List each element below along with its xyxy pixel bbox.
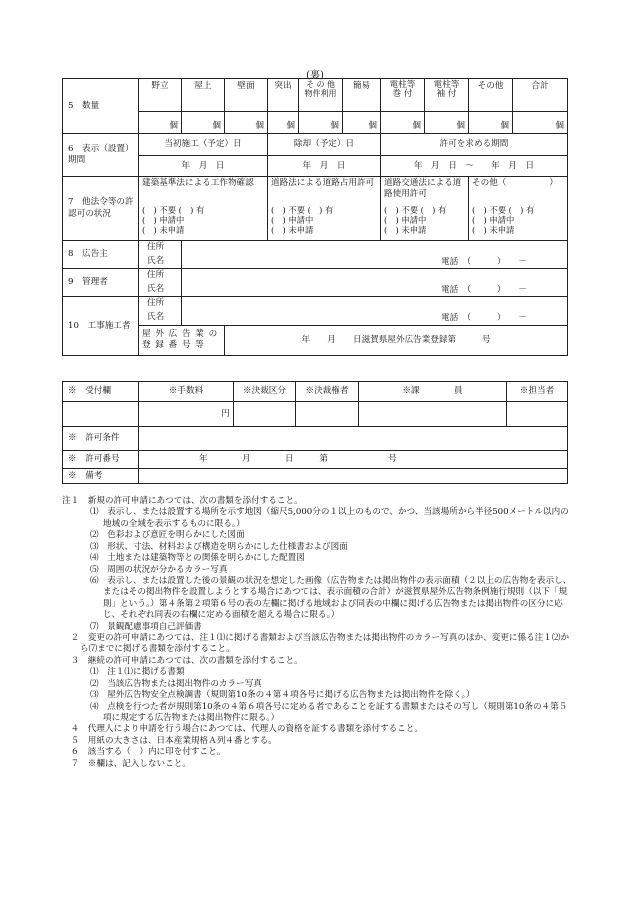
note-line: ７ ※欄は、記入しないこと。 <box>62 758 191 769</box>
permit-col-title: 道路法による道路占用許可 <box>268 177 381 203</box>
contractor-address-field[interactable] <box>182 297 568 310</box>
staff-cell[interactable] <box>507 402 568 427</box>
section-staff-cell[interactable] <box>359 402 507 427</box>
application-table <box>62 78 568 356</box>
permit-col-title: 建築基準法による工作物確認 <box>139 177 268 203</box>
qty-header: その他 <box>469 79 513 112</box>
note-line: ⑶ 屋外広告物安全点検調書（規則第10条の４第４項各号に掲げる広告物または掲出物件を除く。） <box>90 690 475 701</box>
qty-cell[interactable]: 個 <box>139 112 182 134</box>
address-label: 住所 <box>139 269 182 282</box>
note-line: 注１ 新規の許可申請にあつては、次の書類を添付すること。 <box>62 496 303 506</box>
note-line: ５ 用紙の大きさは、日本産業規格Ａ列４番とする。 <box>62 735 277 746</box>
option-pending[interactable]: ( ) 申請中 <box>472 215 515 226</box>
permit-status-options[interactable] <box>469 203 568 241</box>
advertiser-label: 8 広告主 <box>63 241 139 269</box>
conditions-field[interactable] <box>139 427 568 451</box>
address-label: 住所 <box>139 297 182 310</box>
staff-header: ※担当者 <box>507 382 568 402</box>
note-line: ⑶ 形状、寸法、材料および構造を明らかにした仕様書および図面 <box>90 541 348 552</box>
qty-header: 屋上 <box>182 79 225 112</box>
advertiser-address-field[interactable] <box>182 241 568 254</box>
advertiser-phone-field[interactable]: 電話 （ ） － <box>182 254 568 269</box>
start-date-field[interactable]: 年 月 日 <box>139 156 268 177</box>
note-line: ３ 継続の許可申請にあつては、次の書類を添付すること。 <box>62 655 303 666</box>
authority-header: ※決裁権者 <box>296 382 359 402</box>
option-required[interactable]: ( ) 不要 ( ) 有 <box>142 205 205 216</box>
reception-label: ※ 受付欄 <box>63 382 139 402</box>
name-label: 氏名 <box>139 282 182 297</box>
permit-status-options[interactable] <box>268 203 381 241</box>
qty-cell[interactable]: 個 <box>381 112 425 134</box>
qty-cell[interactable]: 個 <box>268 112 299 134</box>
qty-cell[interactable]: 個 <box>225 112 268 134</box>
option-required[interactable]: ( ) 不要 ( ) 有 <box>271 205 334 216</box>
qty-header: 簡易 <box>343 79 381 112</box>
start-date-label: 当初施工（予定）日 <box>139 134 268 156</box>
qty-cell[interactable]: 個 <box>425 112 469 134</box>
option-pending[interactable]: ( ) 申請中 <box>384 215 427 226</box>
manager-phone-field[interactable]: 電話 （ ） － <box>182 282 568 297</box>
contractor-label: 10 工事施工者 <box>63 297 139 355</box>
end-date-field[interactable]: 年 月 日 <box>268 156 381 177</box>
permit-number-field[interactable]: 年 月 日 第 号 <box>139 451 568 469</box>
decision-type-cell[interactable] <box>234 402 296 427</box>
qty-header: 突出 <box>268 79 299 112</box>
page-title: (裏) <box>306 70 324 81</box>
note-line: ⑸ 周囲の状況が分かるカラー写真 <box>90 564 228 575</box>
notes <box>62 496 572 770</box>
requested-period-field[interactable]: 年 月 日 ～ 年 月 日 <box>381 156 568 177</box>
remarks-field[interactable] <box>139 469 568 484</box>
qty-header: そ の 他 物件利用 <box>299 79 343 112</box>
registration-label: 屋 外 広 告 業 の 登 録 番 号 等 <box>139 325 225 355</box>
period-label: 6 表示（設置）期間 <box>63 134 139 177</box>
permit-number-label: ※ 許可番号 <box>63 451 139 469</box>
option-pending[interactable]: ( ) 申請中 <box>142 215 185 226</box>
qty-cell[interactable]: 個 <box>182 112 225 134</box>
qty-header: 合計 <box>513 79 568 112</box>
permit-status-options[interactable] <box>381 203 469 241</box>
qty-cell[interactable]: 個 <box>299 112 343 134</box>
name-label: 氏名 <box>139 254 182 269</box>
decision-type-header: ※決裁区分 <box>234 382 296 402</box>
address-label: 住所 <box>139 241 182 254</box>
note-line: ⑹ 表示し、または設置した後の景観の状況を想定した画像（広告物または掲出物件の表示面積（２以上の広告物を表示し、またはその掲出物件を設置しようとする場合にあつては、表示面積の合計）が滋賀県屋外広告物条例施行規則（以下「規則」という。）第４条第２項第６号の表の左欄に掲げる地域および同表の中欄に掲げる広告物または掲出物件の区分に応じ、それぞれ同表の右欄に定める面積を超える場合に限る。） <box>90 575 572 621</box>
authority-cell[interactable] <box>296 402 359 427</box>
permit-col-title: その他（ ） <box>469 177 568 203</box>
option-required[interactable]: ( ) 不要 ( ) 有 <box>472 205 535 216</box>
conditions-label: ※ 許可条件 <box>63 427 139 451</box>
name-label: 氏名 <box>139 310 182 325</box>
permit-status-options[interactable] <box>139 203 268 241</box>
option-not-applied[interactable]: ( ) 未申請 <box>271 225 314 236</box>
note-line: ⑴ 表示し、または設置する場所を示す地図（縮尺5,000分の１以上のもので、かつ、当該場所から半径500メートル以内の地域の全域を表示するものに限る。） <box>90 507 569 529</box>
option-not-applied[interactable]: ( ) 未申請 <box>142 225 185 236</box>
office-use-table <box>62 381 568 484</box>
qty-cell[interactable]: 個 <box>469 112 513 134</box>
manager-address-field[interactable] <box>182 269 568 282</box>
fee-cell[interactable]: 円 <box>139 402 234 427</box>
note-line: ⑷ 点検を行つた者が規則第10条の４第６項各号に定める者であることを証する書類またはその写し（規則第10条の４第５項に規定する広告物または掲出物件に限る。） <box>90 701 568 724</box>
reception-cell[interactable] <box>63 402 139 427</box>
option-not-applied[interactable]: ( ) 未申請 <box>384 225 427 236</box>
option-not-applied[interactable]: ( ) 未申請 <box>472 225 515 236</box>
requested-period-label: 許可を求める期間 <box>381 134 568 156</box>
option-required[interactable]: ( ) 不要 ( ) 有 <box>384 205 447 216</box>
qty-header: 壁面 <box>225 79 268 112</box>
note-line: ⑵ 色彩および意匠を明らかにした図面 <box>90 530 245 541</box>
note-line: ２ 変更の許可申請にあつては、注１⑴に掲げる書類および当該広告物または掲出物件のカラー写真のほか、変更に係る注１⑵から⑺までに掲げる書類を添付すること。 <box>62 633 570 655</box>
qty-header: 野立 <box>139 79 182 112</box>
quantity-label: 5 数量 <box>63 79 139 134</box>
note-line: ４ 代理人により申請を行う場合にあつては、代理人の資格を証する書類を添付すること。 <box>62 724 423 735</box>
qty-cell[interactable]: 個 <box>343 112 381 134</box>
note-line: ６ 該当する（ ）内に印を付すこと。 <box>62 747 226 758</box>
end-date-label: 除却（予定）日 <box>268 134 381 156</box>
note-line: ⑴ 注１⑴に掲げる書類 <box>90 667 185 678</box>
qty-header: 電柱等 袖 付 <box>425 79 469 112</box>
registration-field[interactable]: 年 月 日滋賀県屋外広告業登録第 号 <box>225 325 568 355</box>
note-line: ⑷ 土地または建築物等との関係を明らかにした配置図 <box>90 553 305 564</box>
permits-label: 7 他法令等の許認可の状況 <box>63 177 139 241</box>
manager-label: 9 管理者 <box>63 269 139 297</box>
section-staff-header: ※課 員 <box>359 382 507 402</box>
note-line: ⑺ 景観配慮事項自己評価書 <box>90 621 202 632</box>
contractor-phone-field[interactable]: 電話 （ ） － <box>182 310 568 325</box>
fee-header: ※手数料 <box>139 382 234 402</box>
option-pending[interactable]: ( ) 申請中 <box>271 215 314 226</box>
note-line: ⑵ 当該広告物または掲出物件のカラー写真 <box>90 678 262 689</box>
permit-col-title: 道路交通法による道路使用許可 <box>381 177 469 203</box>
qty-cell[interactable]: 個 <box>513 112 568 134</box>
remarks-label: ※ 備考 <box>63 469 139 484</box>
qty-header: 電柱等 巻 付 <box>381 79 425 112</box>
